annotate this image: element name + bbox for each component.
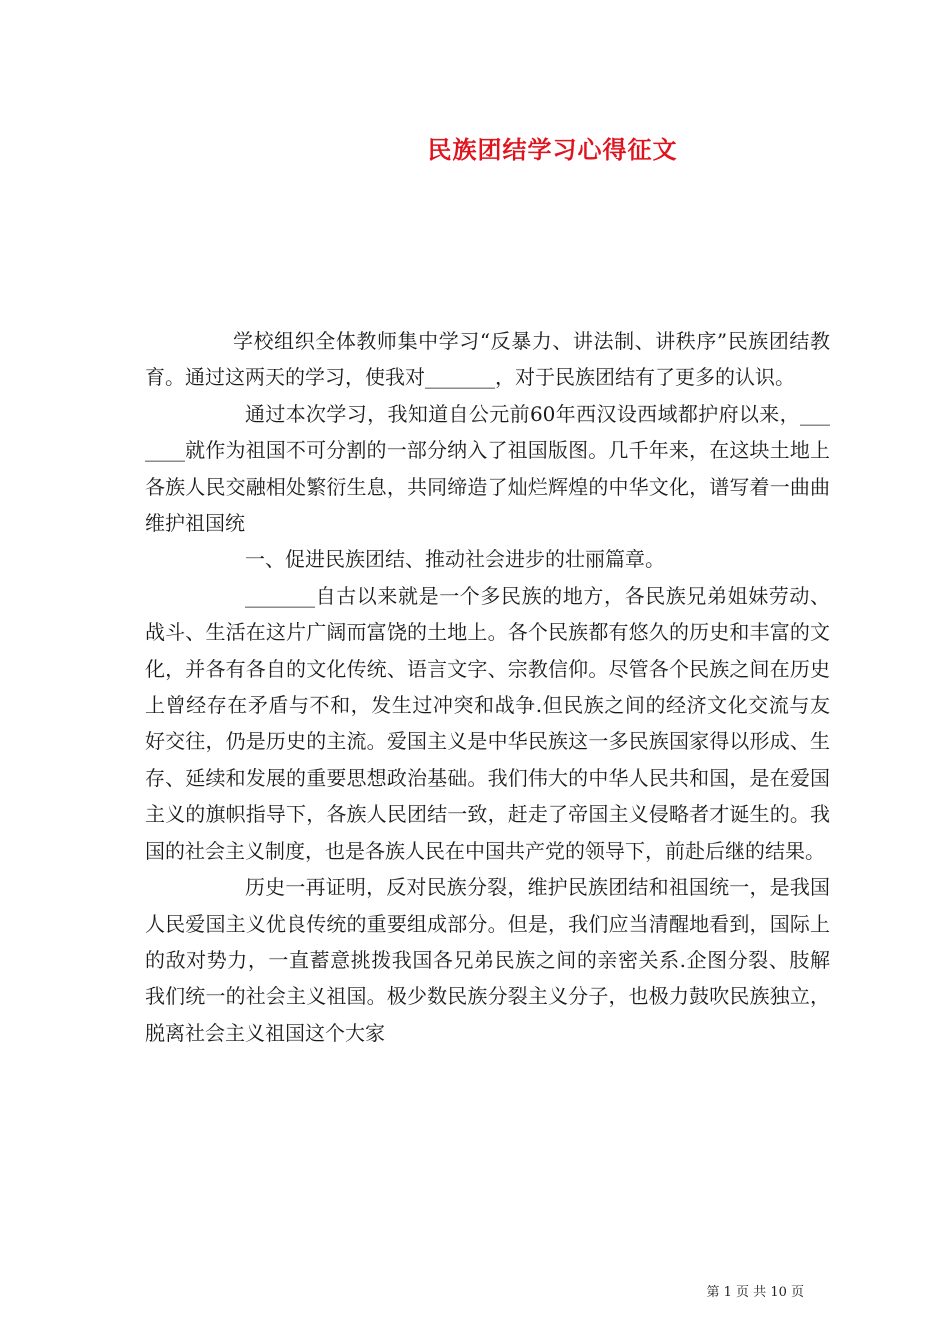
paragraph-1: 学校组织全体教师集中学习“反暴力、讲法制、讲秩序”民族团结教育。通过这两天的学习，使我对_______，对于民族团结有了更多的认识。 [145, 329, 830, 390]
document-title: 民族团结学习心得征文 [427, 135, 678, 164]
paragraph-3: 一、促进民族团结、推动社会进步的壮丽篇章。 [245, 547, 665, 572]
paragraph-5: 历史一再证明，反对民族分裂，维护民族团结和祖国统一，是我国人民爱国主义优良传统的重要组成部分。但是，我们应当清醒地看到，国际上的敌对势力，一直蓄意挑拨我国各兄弟民族之间的亲密关系.企图分裂、肢解我们统一的社会主义祖国。极少数民族分裂主义分子，也极力鼓吹民族独立，脱离社会主义祖国这个大家 [145, 875, 830, 1045]
paragraph-4: _______自古以来就是一个多民族的地方，各民族兄弟姐妹劳动、战斗、生活在这片广阔而富饶的土地上。各个民族都有悠久的历史和丰富的文化，并各有各自的文化传统、语言文字、宗教信仰。尽管各个民族之间在历史上曾经存在矛盾与不和，发生过冲突和战争.但民族之间的经济文化交流与友好交往，仍是历史的主流。爱国主义是中华民族这一多民族国家得以形成、生存、延续和发展的重要思想政治基础。我们伟大的中华人民共和国，是在爱国主义的旗帜指导下，各族人民团结一致，赶走了帝国主义侵略者才诞生的。我国的社会主义制度，也是各族人民在中国共产党的领导下，前赴后继的结果。 [145, 583, 830, 863]
page-number-footer: 第 1 页 共 10 页 [706, 1285, 804, 1300]
paragraph-2: 通过本次学习，我知道自公元前60年西汉设西域都护府以来，_______就作为祖国不可分割的一部分纳入了祖国版图。几千年来，在这块土地上各族人民交融相处繁衍生息，共同缔造了灿烂辉煌的中华文化，谱写着一曲曲维护祖国统 [145, 401, 830, 536]
document-body [145, 323, 830, 1051]
